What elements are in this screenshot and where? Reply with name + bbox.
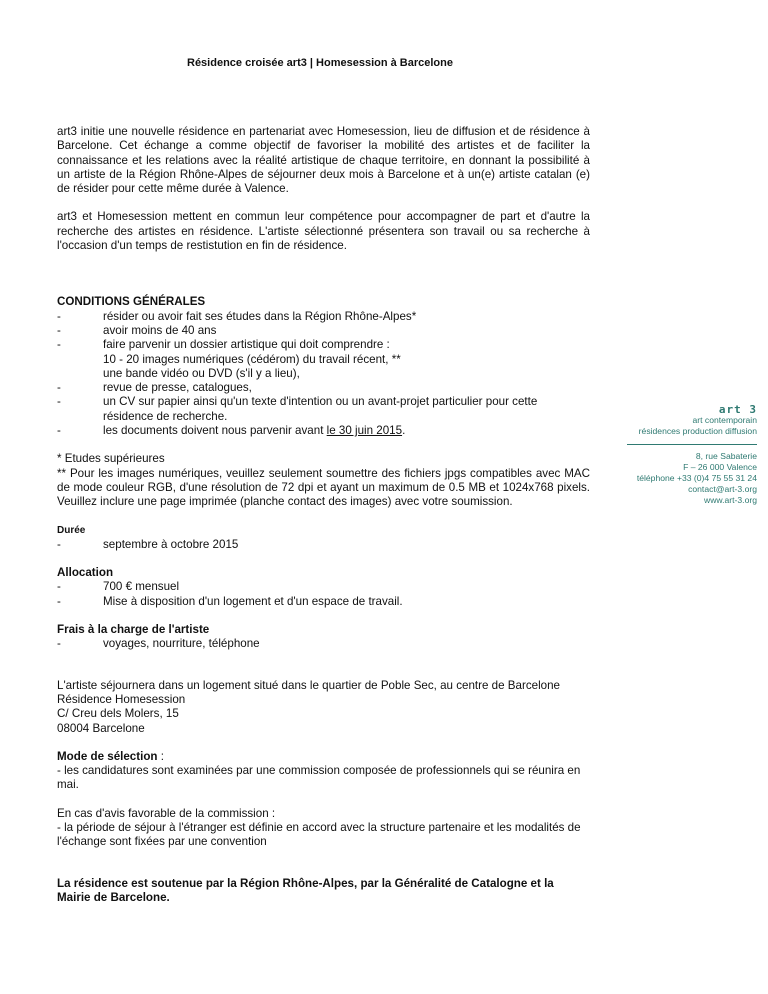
condition-item: - revue de presse, catalogues, — [57, 381, 252, 395]
allocation-heading: Allocation — [57, 566, 114, 580]
tagline: art contemporain — [692, 415, 757, 425]
lodging-block — [57, 679, 590, 736]
frais-item: - voyages, nourriture, téléphone — [57, 637, 260, 651]
intro-paragraph-2: art3 et Homesession mettent en commun leur compétence pour accompagner de part et d'autre la recherche des artistes en résidence. L'artiste sélectionné présentera son travail ou sa recherche à l'occasion d'un temps de restistution en fin de résidence. — [57, 210, 590, 253]
frais-heading: Frais à la charge de l'artiste — [57, 623, 210, 637]
condition-sub-item: 10 - 20 images numériques (cédérom) du travail récent, ** — [103, 352, 401, 366]
footnote-2: ** Pour les images numériques, veuillez seulement soumettre des fichiers jpgs compatibles avec MAC de mode couleur RGB, d'une résolution de 72 dpi et ayant un maximum de 0.5 MB et 1024x768 pixels. Veuillez inclure une page imprimée (planche contact des images) avec votre soumission. — [57, 466, 590, 509]
divider — [627, 444, 757, 445]
address-line: 8, rue Sabaterie — [695, 451, 757, 461]
tagline: résidences production diffusion — [638, 426, 757, 436]
condition-item: - avoir moins de 40 ans — [57, 323, 217, 337]
sidebar-contact — [587, 404, 757, 506]
email-link[interactable]: contact@art-3.org — [688, 484, 757, 494]
art3-logo: art 3 — [718, 403, 757, 416]
allocation-item: - Mise à disposition d'un logement et d'un espace de travail. — [57, 594, 403, 608]
avis-text: - la période de séjour à l'étranger est définie en accord avec la structure partenaire et les modalités de l'échange sont fixées par une convention — [57, 820, 581, 849]
intro-paragraph-1: art3 initie une nouvelle résidence en partenariat avec Homesession, lieu de diffusion et de résidence à Barcelone. Cet échange a comme objectif de favoriser la mobilité des artistes et de faciliter la connaissance et les relations avec la réalité artistique de chaque territoire, en donnant la possibilité à un artiste de la Région Rhône-Alpes de séjourner deux mois à Barcelone et à un(e) artiste catalan (e) de résider pour cette même durée à Valence. — [57, 125, 590, 196]
support-statement: La résidence est soutenue par la Région Rhône-Alpes, par la Généralité de Catalogne et la Mairie de Barcelone. — [57, 876, 554, 904]
deadline-date: le 30 juin 2015 — [326, 424, 403, 438]
page-title: Résidence croisée art3 | Homesession à Barcelone — [187, 57, 453, 69]
conditions-heading: CONDITIONS GÉNÉRALES — [57, 295, 206, 309]
avis-heading: En cas d'avis favorable de la commission : — [57, 806, 276, 820]
footnote-1: * Etudes supérieures — [57, 452, 165, 466]
selection-text: - les candidatures sont examinées par une commission composée de professionnels qui se réunira en mai. — [57, 764, 581, 792]
lodging-line: Résidence Homesession — [57, 692, 186, 706]
condition-item-deadline: - les documents doivent nous parvenir avant le 30 juin 2015. — [57, 424, 406, 438]
condition-item: - un CV sur papier ainsi qu'un texte d'intention ou un avant-projet particulier pour cette résidence de recherche. — [57, 395, 538, 423]
duree-item: - septembre à octobre 2015 — [57, 537, 239, 551]
website-link[interactable]: www.art-3.org — [703, 495, 757, 505]
lodging-line: L'artiste séjournera dans un logement situé dans le quartier de Poble Sec, au centre de Barcelone — [57, 678, 560, 692]
phone: téléphone +33 (0)4 75 55 31 24 — [636, 473, 757, 483]
allocation-item: - 700 € mensuel — [57, 580, 180, 594]
condition-sub-item: une bande vidéo ou DVD (s'il y a lieu), — [103, 366, 300, 380]
address-line: F – 26 000 Valence — [683, 462, 757, 472]
condition-item: - faire parvenir un dossier artistique qui doit comprendre : — [57, 338, 390, 352]
lodging-line: 08004 Barcelone — [57, 721, 145, 735]
condition-item: - résider ou avoir fait ses études dans la Région Rhône-Alpes* — [57, 309, 417, 323]
document-body — [57, 125, 590, 905]
lodging-line: C/ Creu dels Molers, 15 — [57, 707, 179, 721]
selection-heading: Mode de sélection : — [57, 749, 164, 763]
duree-heading: Durée — [57, 524, 86, 536]
